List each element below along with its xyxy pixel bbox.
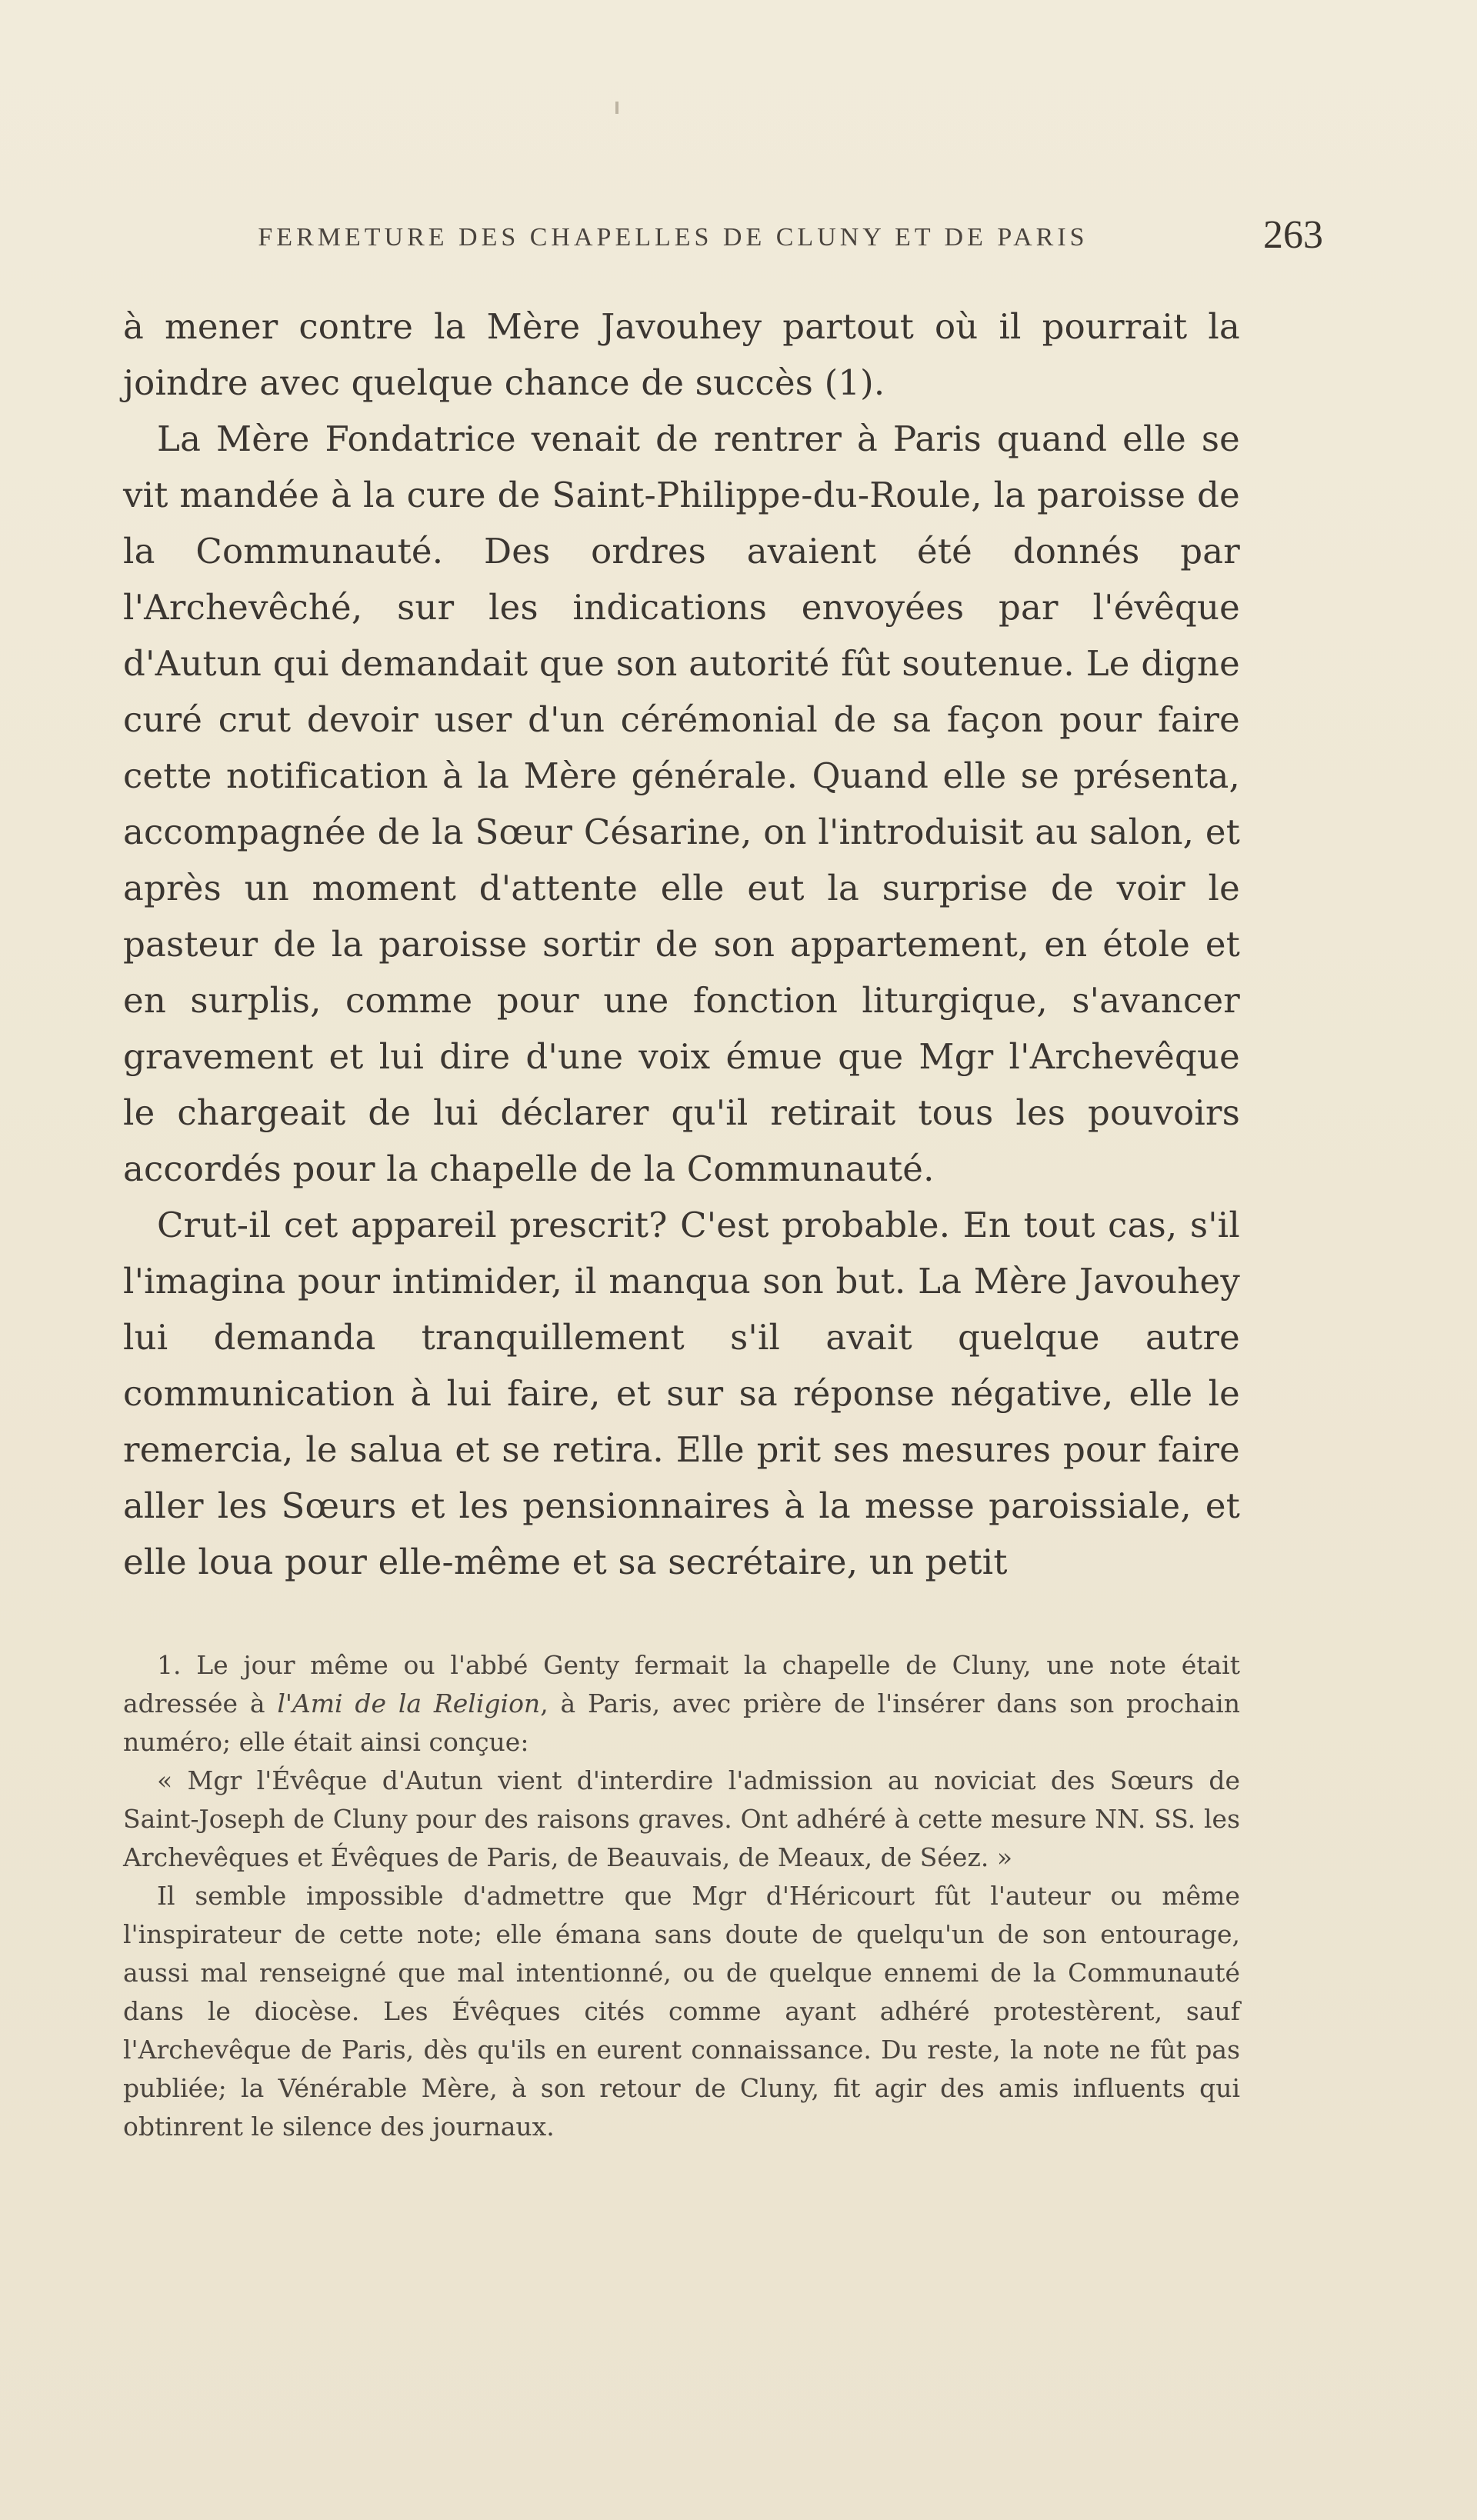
footnote-1 (123, 1646, 1240, 1762)
footnote-1-title: l'Ami de la Religion (277, 1688, 541, 1718)
paper-speck (615, 102, 618, 114)
footnotes (123, 1646, 1240, 2146)
footnote-commentary: Il semble impossible d'admettre que Mgr d'Héricourt fût l'auteur ou même l'inspirateur de cette note; elle émana sans doute de quelqu'un de son entourage, aussi mal renseigné que mal intentionné, ou de quelque ennemi de la Communauté dans le diocèse. Les Évêques cités comme ayant adhéré protestèrent, sauf l'Archevêque de Paris, dès qu'ils en eurent connaissance. Du reste, la note ne fût pas publiée; la Vénérable Mère, à son retour de Cluny, fit agir des amis influents qui obtinrent le silence des journaux. (123, 1881, 1240, 2142)
footnote-1-start: 1. Le jour même ou l'abbé Genty fermait la chapelle de Cluny, une note était adressée à (123, 1650, 1240, 1718)
paragraph-3: Crut-il cet appareil prescrit? C'est probable. En tout cas, s'il l'imagina pour intimider, il manqua son but. La Mère Javouhey lui demanda tranquillement s'il avait quelque autre communication à lui faire, et sur sa réponse négative, elle le remercia, le salua et se retira. Elle prit ses mesures pour faire aller les Sœurs et les pensionnaires à la messe paroissiale, et elle loua pour elle-même et sa secrétaire, un petit (123, 1205, 1240, 1582)
paragraph-2: La Mère Fondatrice venait de rentrer à Paris quand elle se vit mandée à la cure de Saint-Philippe-du-Roule, la paroisse de la Communauté. Des ordres avaient été donnés par l'Archevêché, sur les indications envoyées par l'évêque d'Autun qui demandait que son autorité fût soutenue. Le digne curé crut devoir user d'un cérémonial de sa façon pour faire cette notification à la Mère générale. Quand elle se présenta, accompagnée de la Sœur Césarine, on l'introduisit au salon, et après un moment d'attente elle eut la surprise de voir le pasteur de la paroisse sortir de son appartement, en étole et en surplis, comme pour une fonction liturgique, s'avancer gravement et lui dire d'une voix émue que Mgr l'Archevêque le chargeait de lui déclarer qu'il retirait tous les pouvoirs accordés pour la chapelle de la Communauté. (123, 418, 1240, 1189)
running-head (123, 209, 1323, 263)
running-title: FERMETURE DES CHAPELLES DE CLUNY ET DE PARIS (258, 223, 1089, 252)
body-text (123, 298, 1240, 1590)
page-number: 263 (1263, 213, 1323, 257)
footnote-quote: « Mgr l'Évêque d'Autun vient d'interdire l'admission au noviciat des Sœurs de Saint-Joseph de Cluny pour des raisons graves. Ont adhéré à cette mesure NN. SS. les Archevêques et Évêques de Paris, de Beauvais, de Meaux, de Séez. » (123, 1765, 1240, 1872)
paragraph-1: à mener contre la Mère Javouhey partout où il pourrait la joindre avec quelque chance de succès (1). (123, 306, 1240, 403)
footnote-1-end: , à Paris, avec prière de l'insérer dans son prochain numéro; elle était ainsi conçue: (123, 1688, 1240, 1757)
